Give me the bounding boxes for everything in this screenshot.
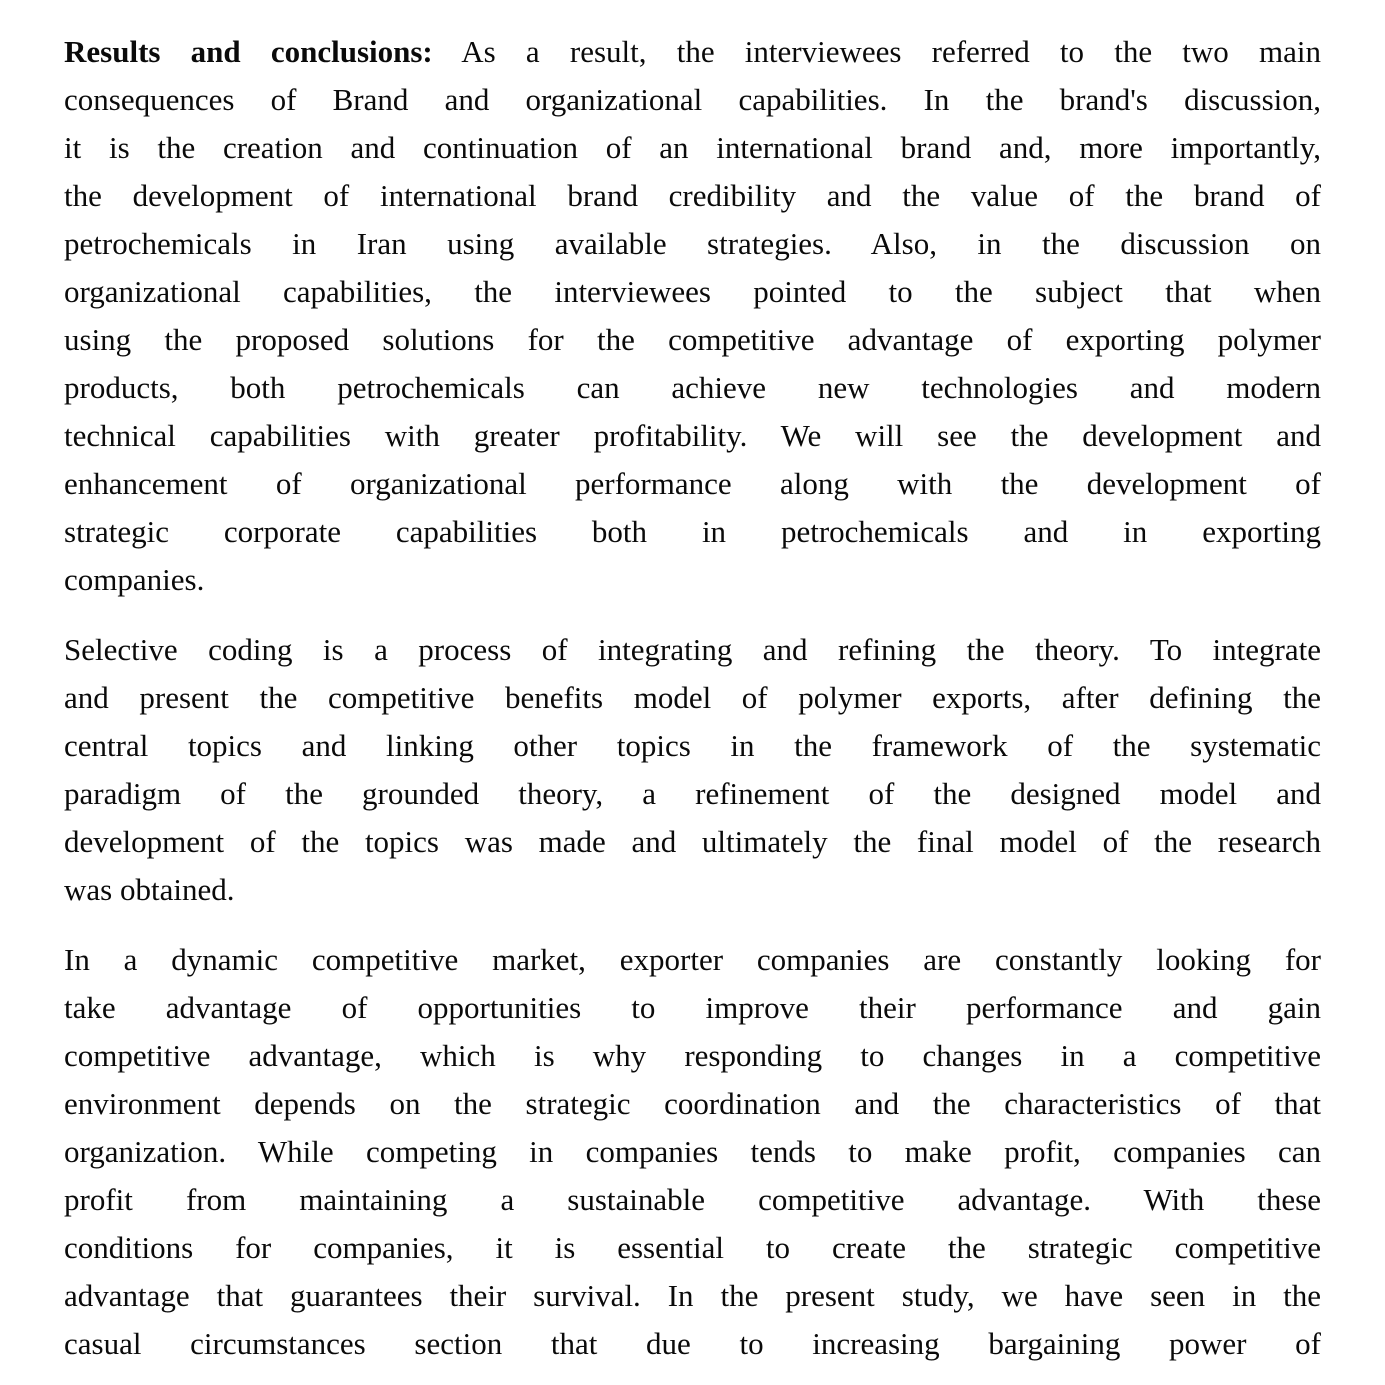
text-line: paradigm of the grounded theory, a refinement of the designed model and [64,776,1321,811]
text-run: As a result, the interviewees referred to the two main [432,34,1321,69]
text-line: development of the topics was made and ultimately the final model of the research [64,824,1321,859]
text-line: organizational capabilities, the interviewees pointed to the subject that when [64,274,1321,309]
bold-lead-in: Results and conclusions: [64,34,433,69]
text-line: profit from maintaining a sustainable competitive advantage. With these [64,1182,1321,1217]
text-line: competitive advantage, which is why responding to changes in a competitive [64,1038,1321,1073]
text-line: products, both petrochemicals can achieve new technologies and modern [64,370,1321,405]
text-line: companies. [64,562,205,597]
paragraph-dynamic-competitive-market [64,936,1321,1368]
text-line: central topics and linking other topics in the framework of the systematic [64,728,1321,763]
text-line: was obtained. [64,872,235,907]
text-line: technical capabilities with greater profitability. We will see the development and [64,418,1321,453]
text-line: consequences of Brand and organizational capabilities. In the brand's discussion, [64,82,1321,117]
text-line: organization. While competing in companies tends to make profit, companies can [64,1134,1321,1169]
paragraph-selective-coding [64,626,1321,914]
text-line: casual circumstances section that due to increasing bargaining power of [64,1326,1321,1361]
text-line: and present the competitive benefits model of polymer exports, after defining the [64,680,1321,715]
text-line: enhancement of organizational performance along with the development of [64,466,1321,501]
text-line: it is the creation and continuation of an international brand and, more importantly, [64,130,1321,165]
text-line: advantage that guarantees their survival. In the present study, we have seen in the [64,1278,1321,1313]
text-line: In a dynamic competitive market, exporter companies are constantly looking for [64,942,1321,977]
text-line: Selective coding is a process of integrating and refining the theory. To integrate [64,632,1321,667]
text-line: strategic corporate capabilities both in petrochemicals and in exporting [64,514,1321,549]
text-line: take advantage of opportunities to improve their performance and gain [64,990,1321,1025]
paragraph-results-and-conclusions [64,28,1321,604]
text-line: the development of international brand credibility and the value of the brand of [64,178,1321,213]
text-line: environment depends on the strategic coordination and the characteristics of that [64,1086,1321,1121]
text-line [64,28,1321,76]
text-line: conditions for companies, it is essential to create the strategic competitive [64,1230,1321,1265]
text-line: using the proposed solutions for the competitive advantage of exporting polymer [64,322,1321,357]
text-line: petrochemicals in Iran using available strategies. Also, in the discussion on [64,226,1321,261]
